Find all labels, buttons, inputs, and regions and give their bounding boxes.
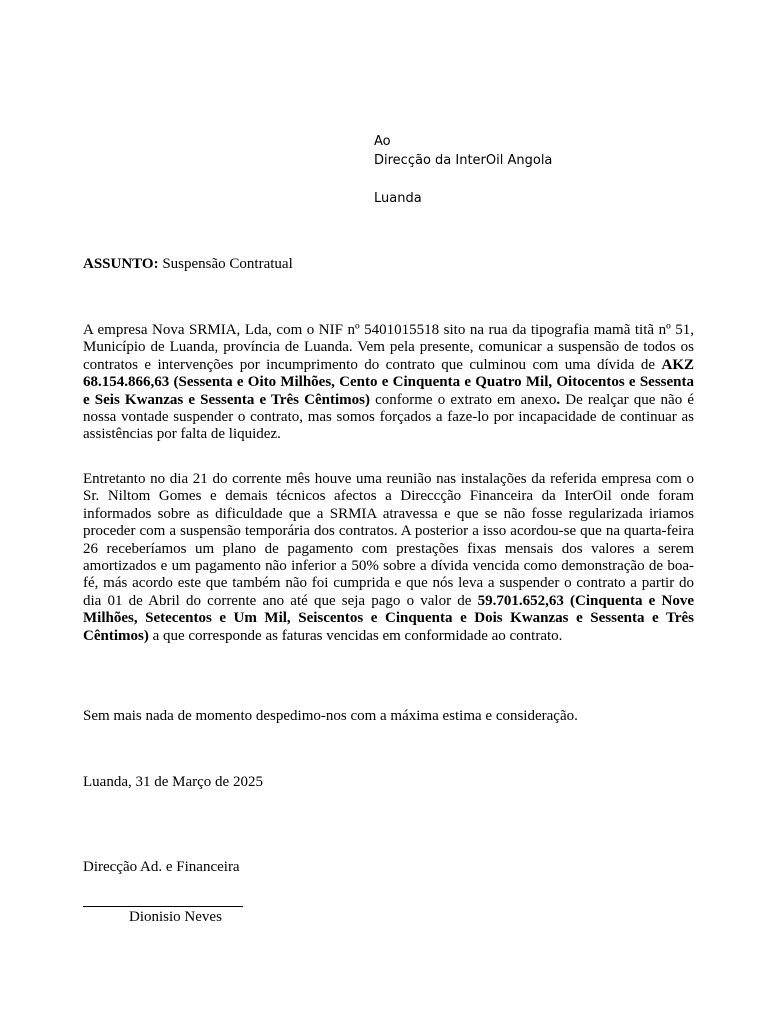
paragraph1-debt-amount: AKZ 68.154.866,63 (Sessenta e Oito Milhões, Cento e Cinquenta e Quatro Mil, Oitocentos e Sessenta e Seis Kwanzas e Sessenta e Três Cêntimos) [83,356,694,408]
addressee-block [374,132,552,208]
paragraph1-text-1: A empresa Nova SRMIA, Lda, com o NIF nº 5401015518 sito na rua da tipografia mamã titã nº 51, Município de Luanda, província de Luanda. Vem pela presente, comunicar a suspensão de todos os contratos e intervenções por incumprimento do contrato que culminou com uma dívida de [83,322,694,373]
signature-department: Direcção Ad. e Financeira [83,859,240,875]
paragraph1-text-2: conforme o extrato em anexo [369,391,557,408]
signature-line [83,906,243,907]
paragraph2-outstanding-amount: 59.701.652,63 (Cinquenta e Nove Milhões, Setecentos e Um Mil, Seiscentos e Cinquenta e Dois Kwanzas e Sessenta e Três Cêntimos) [83,592,695,644]
subject-label: ASSUNTO: [83,256,159,272]
signature-name: Dionisio Neves [129,909,222,925]
addressee-city: Luanda [374,191,422,206]
subject-text: Suspensão Contratual [158,256,293,272]
paragraph-debt-notice [83,322,694,444]
closing-sentence: Sem mais nada de momento despedimo-nos com a máxima estima e consideração. [83,708,578,724]
paragraph1-text-3: De realçar que não é nossa vontade suspender o contrato, mas somos forçados a faze-lo por incapacidade de continuar as assistências por falta de liquidez. [83,391,694,443]
paragraph2-text-1: Entretanto no dia 21 do corrente mês houve uma reunião nas instalações da referida empresa com o Sr. Niltom Gomes e demais técnicos afectos a Direccção Financeira da InterOil onde foram informados sobre as dificuldade que a SRMIA atravessa e que se não fosse regularizada iriamos proceder com a suspensão temporária dos contratos. A posterior a isso acordou-se que na quarta-feira 26 receberíamos um plano de pagamento com prestações fixas mensais dos valores a serem amortizados e um pagamento não inferior a 50% sobre a dívida vencida como demonstração de boa-fé, más acordo este que também não foi cumprida e que nós leva a suspender o contrato a partir do dia 01 de Abril do corrente ano até que seja pago o valor de [83,471,694,609]
subject-line [83,255,293,273]
paragraph1-period: . [556,391,561,408]
paragraph2-text-2: a que corresponde as faturas vencidas em conformidade ao contrato. [148,627,563,644]
date-line: Luanda, 31 de Março de 2025 [83,774,263,790]
addressee-salutation: Ao [374,134,391,149]
addressee-organization: Direcção da InterOil Angola [374,153,553,168]
paragraph-meeting-details [83,471,694,645]
